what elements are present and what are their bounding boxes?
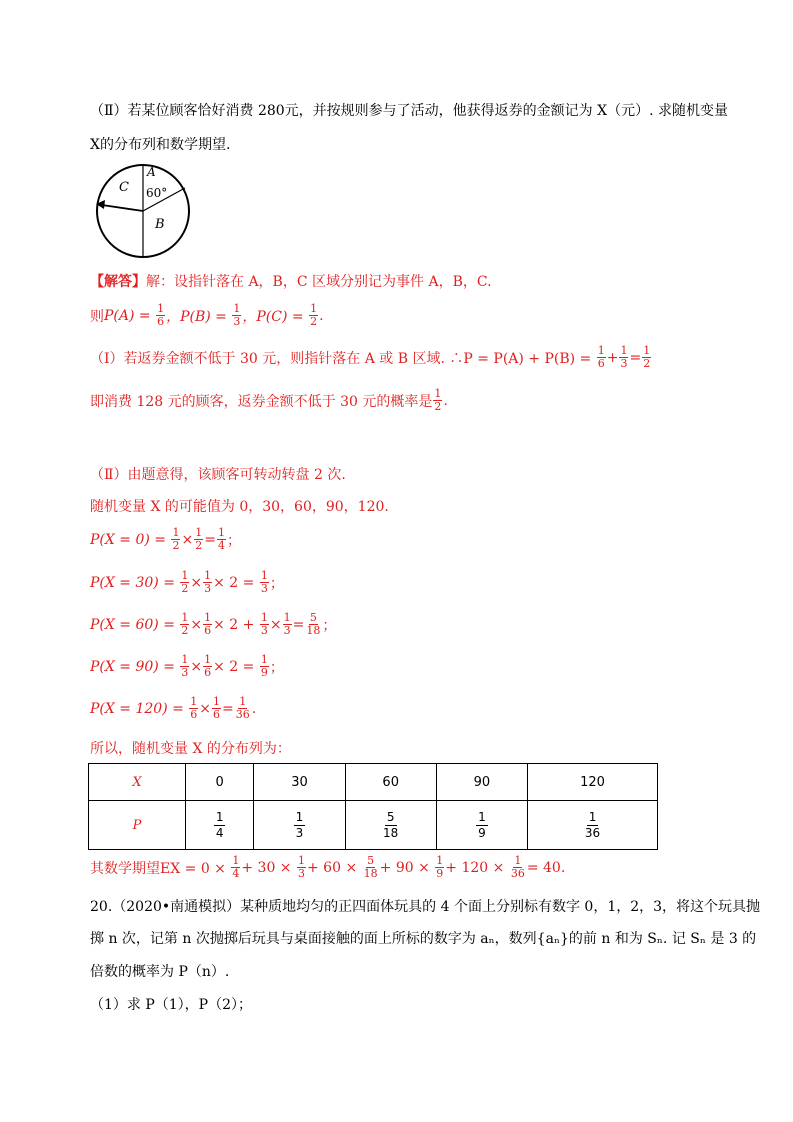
q20-line-2: 掷 n 次，记第 n 次抛掷后玩具与桌面接触的面上所标的数字为 aₙ，数列{aₙ}的前 n 和为 Sₙ. 记 Sₙ 是 3 的 [90,931,757,947]
distribution-intro: 所以，随机变量 X 的分布列为： [90,741,291,757]
table-cell-value: 0 [186,764,254,801]
expectation-line: 其数学期望EX = 0 × $\frac{1}{4}$ + 30 × $\frac{1}{3}$ + 60 × $\frac{5}{18}$ + 90 × $\frac{1}{9}$ + 120 × $\frac{1}{36}$ = 40. [90,854,566,880]
answer-intro: 【解答】解：设指针落在 A，B，C 区域分别记为事件 A，B，C. [90,274,492,290]
q20-line-4: （1）求 P（1），P（2）； [90,997,253,1013]
part1-line: （Ⅰ）若返券金额不低于 30 元，则指针落在 A 或 B 区域. ∴P = P(A) + P(B) = $\frac{1}{6}$ + $\frac{1}{3}$ = $\frac{1}{2}$ [90,344,651,370]
p-x-0: P(X = 0) = $\frac{1}{2}$ × $\frac{1}{2}$ = $\frac{1}{4}$ ； [90,526,241,552]
p-x-60: P(X = 60) = $\frac{1}{2}$ × $\frac{1}{6}$ × 2 + $\frac{1}{3}$ × $\frac{1}{3}$ = $\frac{5}{18}$ ； [90,611,337,637]
q20-line-3: 倍数的概率为 P（n）. [90,964,230,980]
table-cell-value: 90 [436,764,527,801]
table-cell-prob: $\frac{1}{36}$ [528,801,658,850]
table-cell-prob: $\frac{1}{4}$ [186,801,254,850]
part2-intro: （Ⅱ）由题意得，该顾客可转动转盘 2 次. [90,467,346,483]
spinner-label-c: C [119,180,129,195]
part1-conclusion: 即消费 128 元的顾客，返券金额不低于 30 元的概率是 $\frac{1}{2}$ . [90,387,448,413]
table-cell-prob: $\frac{5}{18}$ [345,801,436,850]
table-cell-value: 30 [254,764,345,801]
table-row-p [89,801,658,850]
spinner-label-b: B [155,217,165,232]
table-cell-prob: $\frac{1}{9}$ [436,801,527,850]
spinner-label-a: A [147,165,156,179]
table-row-x [89,764,658,801]
table-cell-value: 120 [528,764,658,801]
spinner-pointer [102,205,143,211]
question-line-1: （Ⅱ）若某位顾客恰好消费 280元，并按规则参与了活动，他获得返券的金额记为 X（元）. 求随机变量 [90,103,729,119]
answer-tag: 【解答】 [90,274,146,290]
table-cell-value: 60 [345,764,436,801]
table-cell-prob: $\frac{1}{3}$ [254,801,345,850]
distribution-table [88,763,658,850]
table-header-p: P [89,801,186,850]
values-text: 随机变量 X 的可能值为 0，30，60，90，120. [90,499,389,515]
p-x-30: P(X = 30) = $\frac{1}{2}$ × $\frac{1}{3}$ × 2 = $\frac{1}{3}$ ； [90,569,284,595]
q20-line-1: 20.（2020•南通模拟）某种质地均匀的正四面体玩具的 4 个面上分别标有数字 0，1，2，3，将这个玩具抛 [90,899,761,915]
spinner-label-angle: 60° [146,186,168,200]
question-line-2: X的分布列和数学期望. [90,137,231,153]
probability-line: 则 P(A) = $\frac{1}{6}$ ，P(B) = $\frac{1}{3}$ ，P(C) = $\frac{1}{2}$ . [90,302,324,328]
p-x-90: P(X = 90) = $\frac{1}{3}$ × $\frac{1}{6}$ × 2 = $\frac{1}{9}$ ； [90,653,284,679]
table-header-x: X [89,764,186,801]
p-x-120: P(X = 120) = $\frac{1}{6}$ × $\frac{1}{6}$ = $\frac{1}{36}$ . [90,695,257,721]
spinner-diagram [90,162,200,262]
